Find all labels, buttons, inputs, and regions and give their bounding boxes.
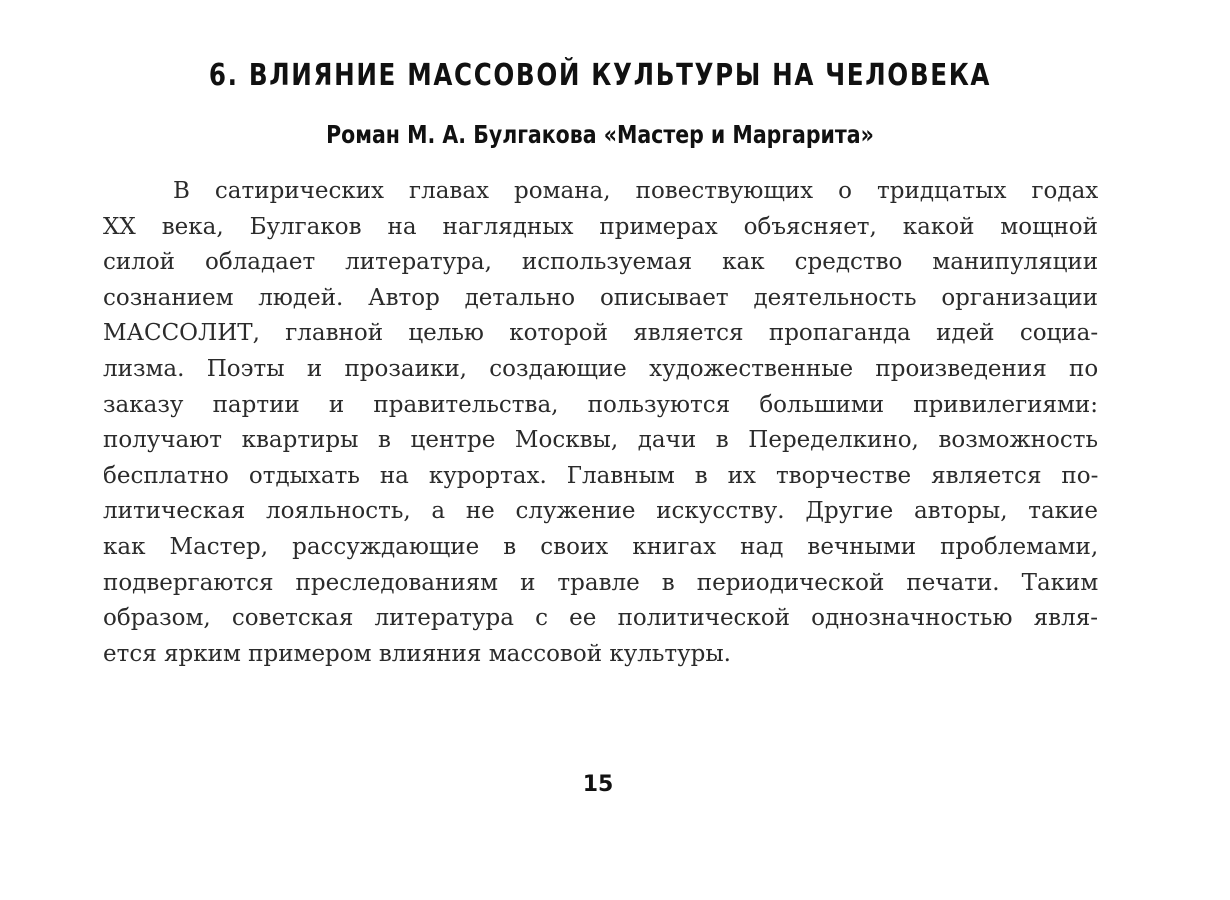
paragraph-line: бесплатно отдыхать на курортах. Главным в их творчестве является по- (103, 462, 1099, 489)
paragraph-line: сознанием людей. Автор детально описывает деятельность организации (103, 284, 1099, 311)
paragraph-line: заказу партии и правительства, пользуются большими привилегиями: (103, 391, 1098, 418)
chapter-subtitle: Роман М. А. Булгакова «Мастер и Маргарита» (326, 120, 874, 149)
paragraph-line: получают квартиры в центре Москвы, дачи в Переделкино, возможность (103, 427, 1098, 454)
paragraph-line: силой обладает литература, используемая как средство манипуляции (103, 249, 1099, 276)
page-number: 15 (582, 772, 614, 797)
paragraph-line: В сатирических главах романа, повествующих о тридцатых годах (173, 178, 1099, 204)
paragraph-line: подвергаются преследованиям и травле в периодической печати. Таким (103, 569, 1099, 596)
paragraph-line: XX века, Булгаков на наглядных примерах объясняет, какой мощной (103, 213, 1098, 240)
chapter-title: 6. ВЛИЯНИЕ МАССОВОЙ КУЛЬТУРЫ НА ЧЕЛОВЕКА (208, 58, 992, 93)
paragraph-line: образом, советская литература с ее политической однозначностью явля- (103, 605, 1098, 632)
body-paragraph (103, 174, 1098, 672)
paragraph-line: лизма. Поэты и прозаики, создающие художественные произведения по (103, 355, 1099, 382)
paragraph-line: ется ярким примером влияния массовой культуры. (103, 640, 731, 667)
paragraph-line: литическая лояльность, а не служение искусству. Другие авторы, такие (103, 498, 1098, 525)
paragraph-line: МАССОЛИТ, главной целью которой является пропаганда идей социа- (103, 320, 1099, 347)
paragraph-line: как Мастер, рассуждающие в своих книгах над вечными проблемами, (103, 533, 1099, 560)
